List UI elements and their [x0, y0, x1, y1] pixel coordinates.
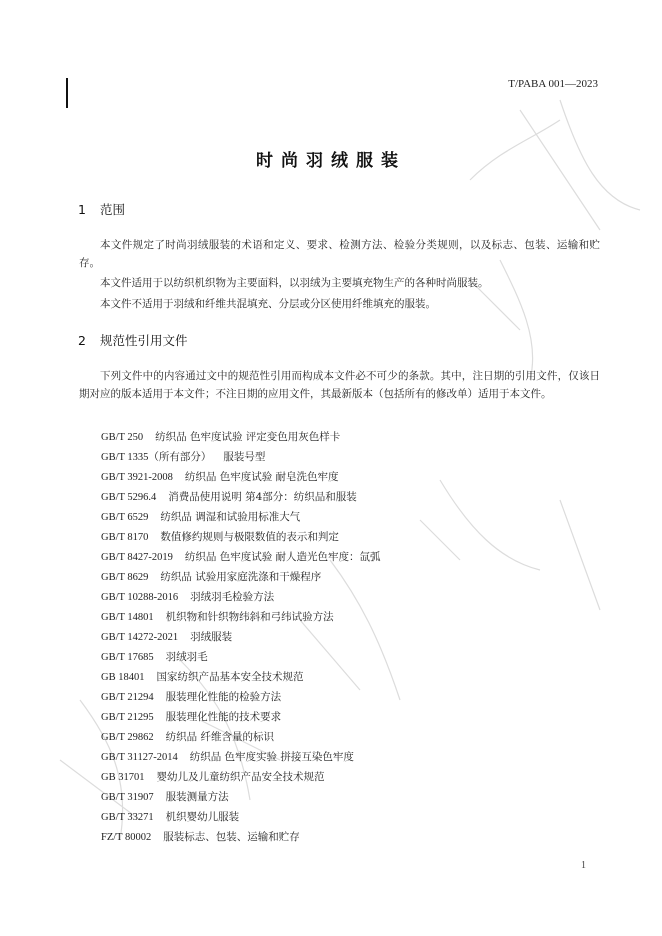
paragraph: 本文件规定了时尚羽绒服装的术语和定义、要求、检测方法、检验分类规则，以及标志、包装、运输和贮存。: [79, 239, 600, 269]
reference-title: 国家纺织产品基本安全技术规范: [156, 671, 304, 683]
reference-title: 纺织品 调湿和试验用标准大气: [160, 511, 301, 523]
reference-title: 羽绒羽毛检验方法: [190, 591, 275, 603]
reference-item: [101, 547, 381, 567]
reference-title: 服装理化性能的检验方法: [165, 691, 282, 703]
reference-code: GB/T 1335（所有部分）: [101, 452, 212, 463]
reference-code: GB/T 21295: [101, 712, 154, 723]
reference-code: GB/T 8629: [101, 572, 149, 583]
reference-code: GB/T 6529: [101, 512, 149, 523]
reference-code: GB/T 14272-2021: [101, 632, 179, 643]
reference-title: 数值修约规则与极限数值的表示和判定: [160, 531, 339, 543]
reference-code: GB/T 8427-2019: [101, 552, 173, 563]
reference-item: [101, 807, 381, 827]
reference-list: [101, 427, 381, 847]
reference-item: [101, 427, 381, 447]
section-number: 1: [78, 202, 86, 217]
reference-title: 纺织品 色牢度试验 耐皂洗色牢度: [184, 471, 339, 483]
reference-item: [101, 827, 381, 847]
section-title: 规范性引用文件: [100, 333, 188, 348]
reference-title: 婴幼儿及儿童纺织产品安全技术规范: [156, 771, 325, 783]
reference-item: [101, 507, 381, 527]
reference-item: [101, 667, 381, 687]
reference-code: GB/T 3921-2008: [101, 472, 173, 483]
reference-item: [101, 707, 381, 727]
reference-code: GB/T 31907: [101, 792, 154, 803]
reference-code: GB 31701: [101, 772, 145, 783]
reference-title: 纺织品 纤维含量的标识: [165, 731, 274, 743]
paragraph: 本文件不适用于羽绒和纤维共混填充、分层或分区使用纤维填充的服装。: [100, 298, 436, 310]
reference-code: GB 18401: [101, 672, 145, 683]
page-number: 1: [581, 860, 586, 871]
reference-item: [101, 587, 381, 607]
document-title: 时尚羽绒服装: [256, 151, 406, 171]
paragraph: 下列文件中的内容通过文中的规范性引用而构成本文件必不可少的条款。其中，注日期的引用文件，仅该日期对应的版本适用于本文件；不注日期的应用文件，其最新版本（包括所有的修改单）适用于本文件。: [79, 370, 600, 400]
reference-title: 纺织品 色牢度实验 拼接互染色牢度: [189, 751, 354, 763]
reference-code: GB/T 29862: [101, 732, 154, 743]
reference-title: 纺织品 色牢度试验 耐人造光色牢度：氙弧: [184, 551, 381, 563]
reference-title: 纺织品 试验用家庭洗涤和干燥程序: [160, 571, 322, 583]
reference-title: 羽绒羽毛: [165, 651, 208, 663]
reference-title: 羽绒服装: [190, 631, 233, 643]
reference-title: 服装号型: [223, 451, 266, 463]
reference-item: [101, 607, 381, 627]
reference-item: [101, 747, 381, 767]
paragraph: 本文件适用于以纺织机织物为主要面料，以羽绒为主要填充物生产的各种时尚服装。: [100, 277, 489, 289]
reference-title: 机织婴幼儿服装: [165, 811, 240, 823]
section-number: 2: [78, 333, 86, 348]
section-heading-normative-references: [78, 331, 188, 349]
reference-code: GB/T 8170: [101, 532, 149, 543]
section-title: 范围: [100, 202, 126, 217]
reference-item: [101, 767, 381, 787]
reference-item: [101, 527, 381, 547]
reference-item: [101, 467, 381, 487]
reference-code: GB/T 17685: [101, 652, 154, 663]
reference-item: [101, 687, 381, 707]
reference-code: GB/T 14801: [101, 612, 154, 623]
reference-item: [101, 447, 381, 467]
reference-code: GB/T 5296.4: [101, 492, 157, 503]
reference-item: [101, 647, 381, 667]
reference-code: GB/T 250: [101, 432, 144, 443]
reference-code: GB/T 31127-2014: [101, 752, 178, 763]
reference-code: FZ/T 80002: [101, 832, 152, 843]
reference-code: GB/T 33271: [101, 812, 154, 823]
reference-item: [101, 487, 381, 507]
section-heading-scope: [78, 200, 125, 218]
reference-title: 服装测量方法: [165, 791, 229, 803]
reference-title: 纺织品 色牢度试验 评定变色用灰色样卡: [155, 431, 341, 443]
reference-item: [101, 787, 381, 807]
standard-number: T/PABA 001—2023: [508, 78, 598, 90]
reference-title: 消费品使用说明 第4部分：纺织品和服装: [168, 491, 357, 503]
reference-code: GB/T 10288-2016: [101, 592, 179, 603]
reference-item: [101, 627, 381, 647]
reference-title: 机织物和针织物纬斜和弓纬试验方法: [165, 611, 334, 623]
reference-item: [101, 567, 381, 587]
margin-bar: [66, 78, 68, 108]
reference-item: [101, 727, 381, 747]
reference-code: GB/T 21294: [101, 692, 154, 703]
reference-title: 服装标志、包装、运输和贮存: [163, 831, 300, 843]
reference-title: 服装理化性能的技术要求: [165, 711, 282, 723]
